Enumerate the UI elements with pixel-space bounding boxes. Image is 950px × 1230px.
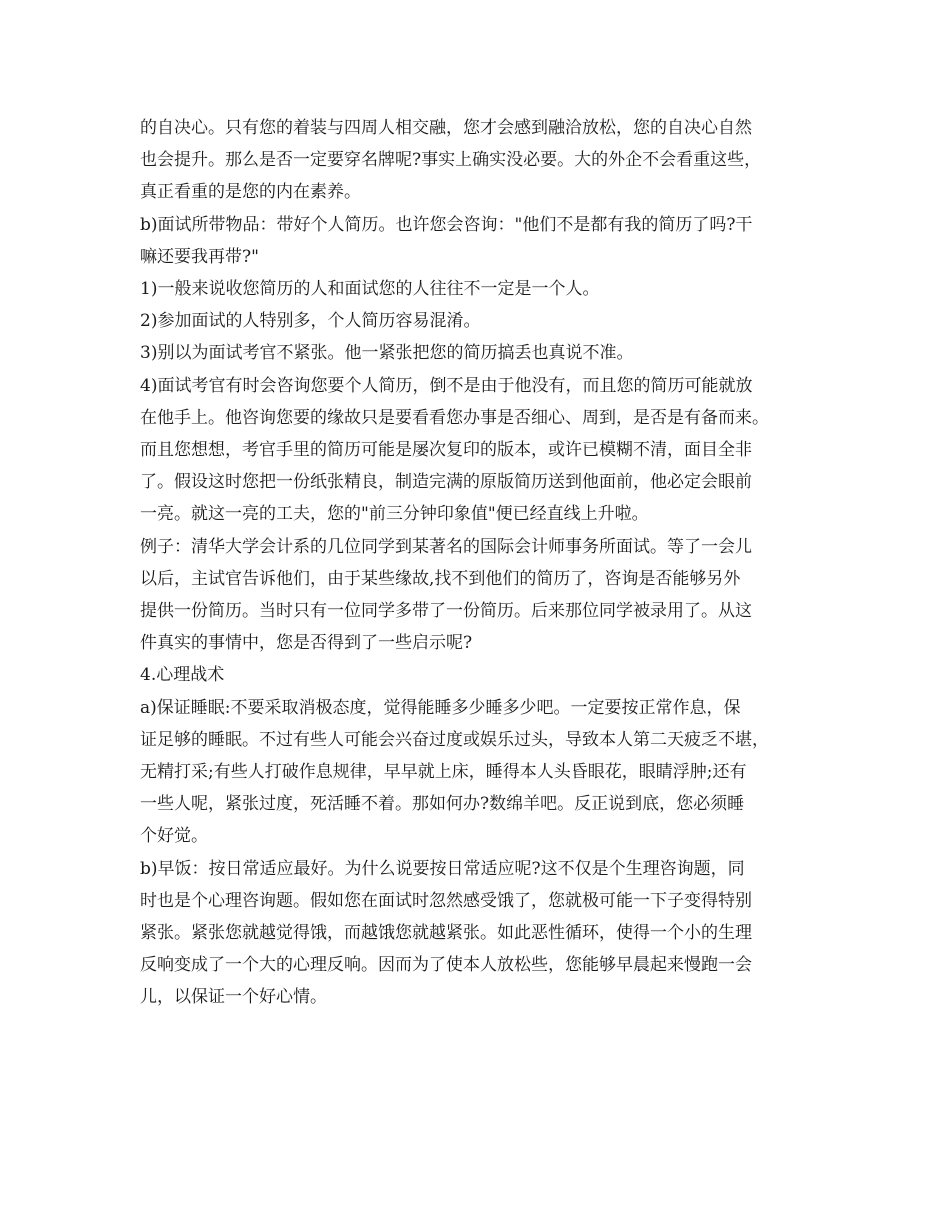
text-line: 紧张。紧张您就越觉得饿，而越饿您就越紧张。如此恶性循环，使得一个小的生理 xyxy=(140,923,752,944)
text-line: 4)面试考官有时会咨询您要个人简历，倒不是由于他没有，而且您的简历可能就放 xyxy=(140,375,753,396)
text-line: 一些人呢，紧张过度，死活睡不着。那如何办?数绵羊吧。反正说到底，您必须睡 xyxy=(140,794,745,815)
text-line: 的自决心。只有您的着装与四周人相交融，您才会感到融洽放松，您的自决心自然 xyxy=(140,118,752,138)
text-line: 也会提升。那么是否一定要穿名牌呢?事实上确实没必要。大的外企不会看重这些， xyxy=(140,150,762,171)
text-line: 真正看重的是您的内在素养。 xyxy=(140,182,361,203)
paragraph xyxy=(140,531,830,660)
text-line: 儿，以保证一个好心情。 xyxy=(140,987,327,1008)
text-line: b)早饭：按日常适应最好。为什么说要按日常适应呢?这不仅是个生理咨询题，同 xyxy=(140,858,745,879)
paragraph xyxy=(140,209,830,273)
text-line: 在他手上。他咨询您要的缘故只是要看看您办事是否细心、周到，是否是有备而来。 xyxy=(140,407,769,428)
paragraph xyxy=(140,305,830,337)
paragraph xyxy=(140,853,830,1014)
paragraph xyxy=(140,112,830,209)
text-line: 2)参加面试的人特别多，个人简历容易混淆。 xyxy=(140,311,481,332)
paragraph xyxy=(140,370,830,531)
paragraph xyxy=(140,337,830,369)
text-line: 4.心理战术 xyxy=(140,665,225,686)
paragraph xyxy=(140,659,830,691)
paragraph xyxy=(140,273,830,305)
text-line: 无精打采;有些人打破作息规律，早早就上床，睡得本人头昏眼花，眼睛浮肿;还有 xyxy=(140,762,747,783)
text-line: 了。假设这时您把一份纸张精良，制造完满的原版简历送到他面前，他必定会眼前 xyxy=(140,472,752,493)
text-line: 例子：清华大学会计系的几位同学到某著名的国际会计师事务所面试。等了一会儿 xyxy=(140,536,752,557)
text-line: 嘛还要我再带?" xyxy=(140,246,259,267)
paragraph xyxy=(140,692,830,853)
text-line: 件真实的事情中，您是否得到了一些启示呢? xyxy=(140,633,473,654)
text-line: a)保证睡眠:不要采取消极态度，觉得能睡多少睡多少吧。一定要按正常作息，保 xyxy=(140,697,741,718)
text-line: 个好觉。 xyxy=(140,826,208,847)
text-line: 以后，主试官告诉他们，由于某些缘故,找不到他们的简历了，咨询是否能够另外 xyxy=(140,568,741,589)
document-body xyxy=(140,112,830,1014)
text-line: 证足够的睡眠。不过有些人可能会兴奋过度或娱乐过头，导致本人第二天疲乏不堪， xyxy=(140,729,769,750)
text-line: 提供一份简历。当时只有一位同学多带了一份简历。后来那位同学被录用了。从这 xyxy=(140,601,752,622)
text-line: 1)一般来说收您简历的人和面试您的人往往不一定是一个人。 xyxy=(140,279,600,300)
text-line: 时也是个心理咨询题。假如您在面试时忽然感受饿了，您就极可能一下子变得特别 xyxy=(140,890,752,911)
text-line: 而且您想想，考官手里的简历可能是屡次复印的版本，或许已模糊不清，面目全非 xyxy=(140,440,752,461)
text-line: b)面试所带物品：带好个人简历。也许您会咨询："他们不是都有我的简历了吗?干 xyxy=(140,214,753,235)
text-line: 反响变成了一个大的心理反响。因而为了使本人放松些，您能够早晨起来慢跑一会 xyxy=(140,955,752,976)
text-line: 3)别以为面试考官不紧张。他一紧张把您的简历搞丢也真说不准。 xyxy=(140,343,634,364)
text-line: 一亮。就这一亮的工夫，您的"前三分钟印象值"便已经直线上升啦。 xyxy=(140,504,649,525)
